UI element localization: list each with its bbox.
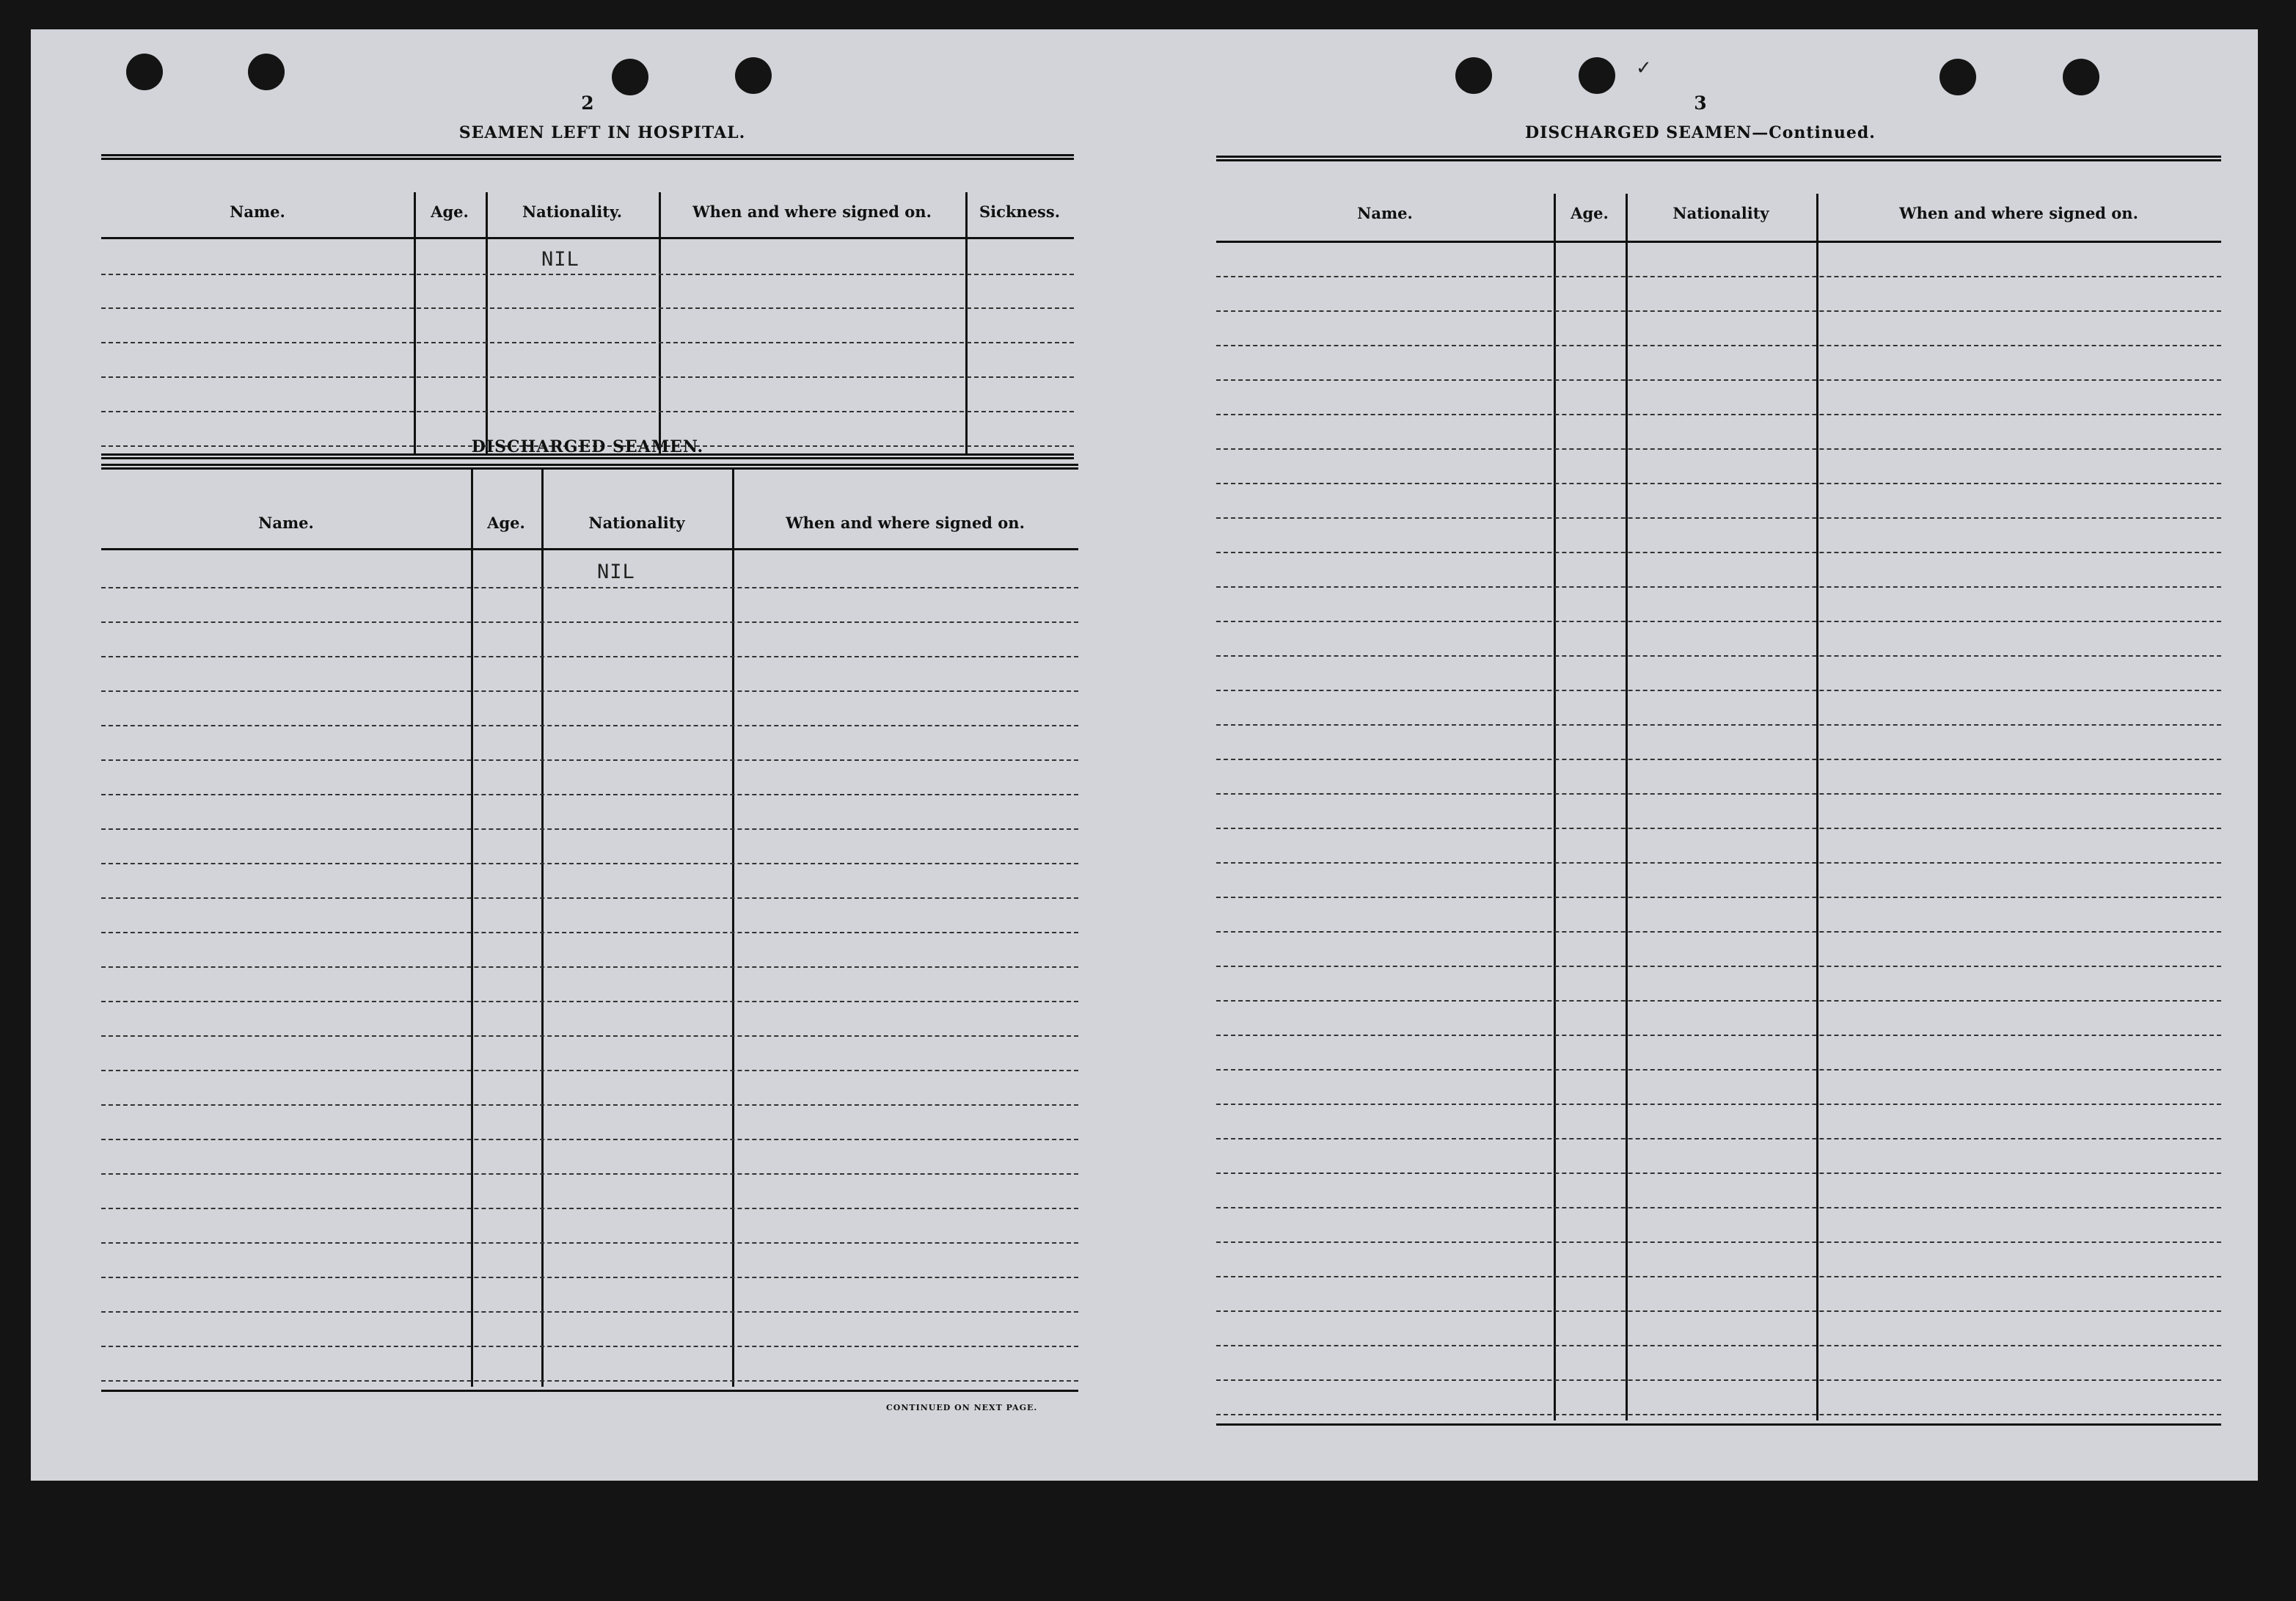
- col-header-signed-on: When and where signed on.: [692, 203, 932, 221]
- punch-hole: [248, 54, 285, 90]
- punch-hole: [735, 57, 772, 94]
- discharged-table-left: [101, 464, 1078, 1425]
- punch-hole: [2063, 59, 2099, 95]
- check-mark: ✓: [1636, 57, 1652, 79]
- punch-hole: [126, 54, 163, 90]
- discharged-continued-title: DISCHARGED SEAMEN—Continued.: [1525, 123, 1876, 142]
- discharged-table-right: [1216, 156, 2221, 1432]
- col-header-age: Age.: [431, 203, 469, 221]
- punch-hole: [1939, 59, 1976, 95]
- hospital-section-title: SEAMEN LEFT IN HOSPITAL.: [458, 123, 746, 142]
- col-header-name: Name.: [258, 514, 314, 532]
- hospital-nil-entry: NIL: [541, 248, 580, 271]
- hospital-table: [101, 154, 1074, 462]
- col-header-age: Age.: [487, 514, 525, 532]
- page-number-right: 3: [1694, 92, 1707, 114]
- col-header-name: Name.: [230, 203, 285, 221]
- punch-hole: [612, 59, 648, 95]
- continued-note: CONTINUED ON NEXT PAGE.: [886, 1403, 1038, 1412]
- col-header-age: Age.: [1571, 204, 1609, 222]
- col-header-nationality: Nationality.: [522, 203, 623, 221]
- col-header-name: Name.: [1357, 204, 1413, 222]
- col-header-sickness: Sickness.: [979, 203, 1061, 221]
- col-header-signed-on: When and where signed on.: [786, 514, 1025, 532]
- col-header-nationality: Nationality: [1672, 204, 1769, 222]
- page-number-left: 2: [581, 92, 594, 114]
- punch-hole: [1455, 57, 1492, 94]
- discharged-section-title: DISCHARGED SEAMEN.: [471, 437, 704, 456]
- col-header-nationality: Nationality: [588, 514, 685, 532]
- discharged-nil-entry: NIL: [597, 561, 635, 583]
- document-sheet: [31, 29, 2258, 1481]
- punch-hole: [1579, 57, 1615, 94]
- col-header-signed-on: When and where signed on.: [1899, 204, 2138, 222]
